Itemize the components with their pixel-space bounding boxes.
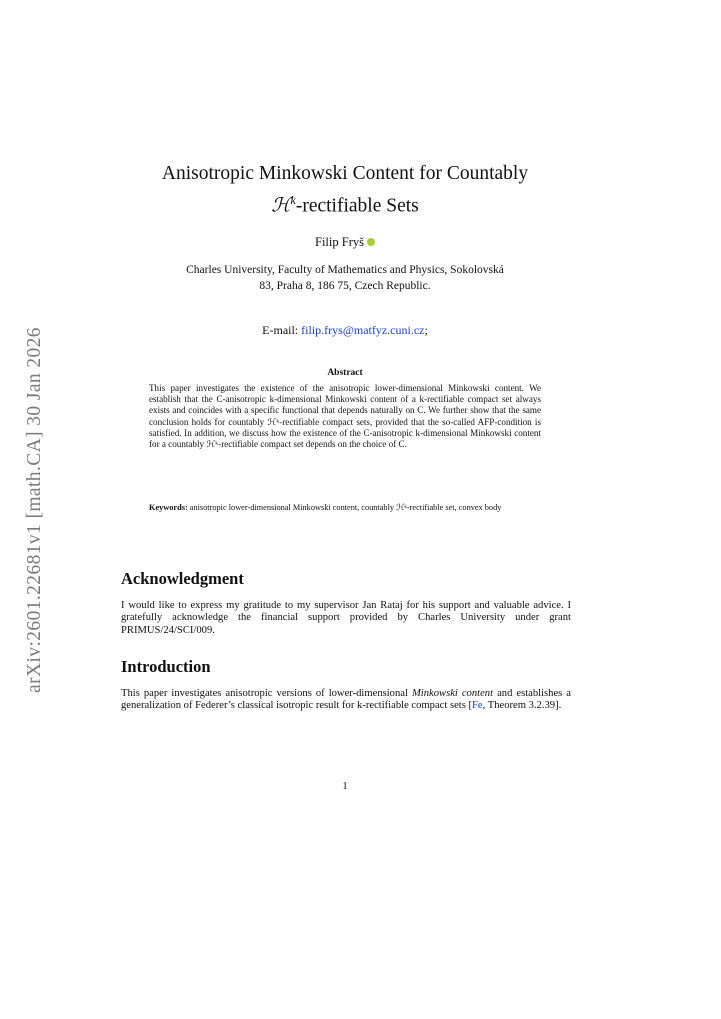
intro-text-end: , Theorem 3.2.39].	[482, 700, 562, 712]
title-line-1: Anisotropic Minkowski Content for Countably	[161, 163, 529, 184]
introduction-text	[121, 688, 571, 713]
keywords	[149, 503, 541, 513]
citation-link[interactable]: Fe	[472, 700, 483, 712]
keywords-text: anisotropic lower-dimensional Minkowski content, countably ℋᵏ-rectifiable set, convex body	[189, 503, 502, 512]
email-suffix: ;	[424, 323, 428, 337]
acknowledgment-heading: Acknowledgment	[121, 569, 244, 588]
arxiv-identifier	[22, 285, 48, 735]
affiliation	[140, 262, 550, 294]
intro-text-middle: and establishes a generalization of Federer’s classical isotropic result for k-rectifiable compact sets [	[121, 688, 571, 712]
introduction-heading: Introduction	[121, 657, 211, 676]
orcid-icon[interactable]	[367, 238, 375, 246]
affiliation-line-2: 83, Praha 8, 186 75, Czech Republic.	[259, 280, 431, 292]
email	[100, 323, 590, 338]
title-line-2	[100, 187, 590, 220]
acknowledgment-text: I would like to express my gratitude to my supervisor Jan Rataj for his support and valuable advice. I gratefully acknowledge the financial support provided by Charles University under grant PRIMUS/24/SCI/009.	[121, 600, 571, 636]
keywords-label: Keywords:	[149, 503, 188, 512]
email-link[interactable]: filip.frys@matfyz.cuni.cz	[301, 323, 425, 337]
author	[100, 235, 590, 250]
intro-emphasis: Minkowski content	[411, 688, 494, 699]
abstract-heading: Abstract	[327, 368, 363, 378]
author-name: Filip Fryš	[315, 235, 364, 249]
intro-text-start: This paper investigates anisotropic versions of lower-dimensional	[121, 688, 412, 699]
title-hausdorff-symbol: ℋ	[271, 193, 291, 217]
title-exponent: k	[290, 193, 296, 207]
affiliation-line-1: Charles University, Faculty of Mathematics and Physics, Sokolovská	[186, 264, 504, 276]
email-label: E-mail:	[262, 323, 299, 337]
page-number: 1	[342, 781, 348, 792]
title-line-2-text: -rectifiable Sets	[295, 195, 419, 217]
abstract-text: This paper investigates the existence of the anisotropic lower-dimensional Minkowski content. We establish that the C-anisotropic k-dimensional Minkowski content of a k-rectifiable compact set always exists and coincides with a specific functional that depends naturally on C. We further show that the same conclusion holds for countably ℋᵏ-rectifiable compact sets, provided that the so-called AFP-condition is satisfied. In addition, we discuss how the existence of the C-anisotropic k-dimensional Minkowski content for a countably ℋᵏ-rectifiable compact set depends on the choice of C.	[149, 383, 541, 450]
arxiv-identifier-text: arXiv:2601.22681v1 [math.CA] 30 Jan 2026	[24, 327, 46, 693]
paper-title	[100, 160, 590, 220]
